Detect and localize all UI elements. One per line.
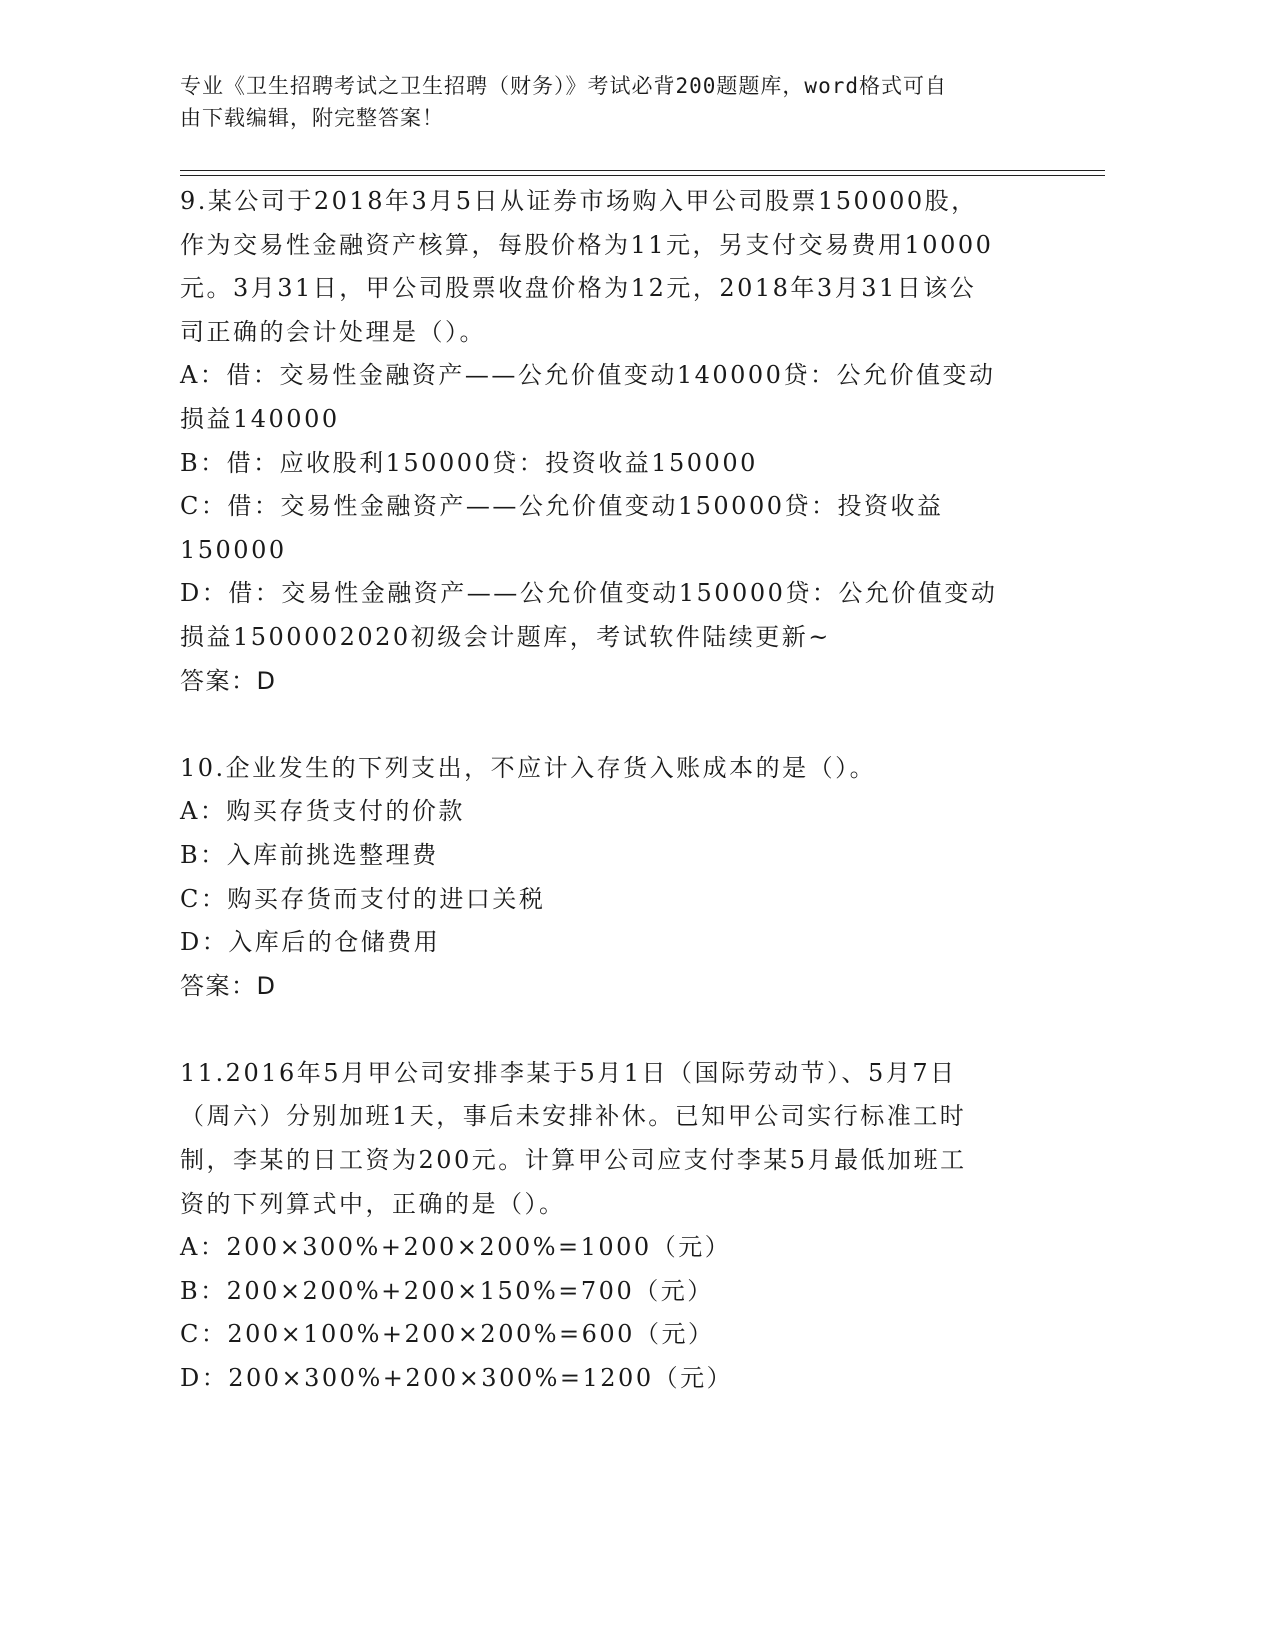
question-stem-line: 作为交易性金融资产核算，每股价格为11元，另支付交易费用10000 xyxy=(180,230,994,259)
option-b-line: B：入库前挑选整理费 xyxy=(180,840,439,869)
question-stem-line: 制，李某的日工资为200元。计算甲公司应支付李某5月最低加班工 xyxy=(180,1146,967,1175)
option-d-line: D：200×300%+200×300%=1200（元） xyxy=(180,1364,734,1393)
question-spacer xyxy=(180,703,1040,747)
question-stem-line: （周六）分别加班1天，事后未安排补休。已知甲公司实行标准工时 xyxy=(180,1102,967,1131)
option-a-line: A：借：交易性金融资产——公允价值变动140000贷：公允价值变动 xyxy=(180,361,996,390)
question-10 xyxy=(180,747,1040,1009)
question-stem-line: 11.2016年5月甲公司安排李某于5月1日（国际劳动节）、5月7日 xyxy=(180,1058,957,1087)
answer-label: 答案：D xyxy=(180,971,277,1000)
option-a-line: A：200×300%+200×200%=1000（元） xyxy=(180,1233,732,1262)
header-rule-bottom xyxy=(180,175,1105,176)
header-line-1: 专业《卫生招聘考试之卫生招聘（财务）》考试必背200题题库，word格式可自 xyxy=(180,74,947,98)
question-stem-line: 资的下列算式中，正确的是（）。 xyxy=(180,1189,566,1218)
option-c-line: 150000 xyxy=(180,535,287,564)
question-stem-line: 元。3月31日，甲公司股票收盘价格为12元，2018年3月31日该公 xyxy=(180,274,977,303)
option-a-line: A：购买存货支付的价款 xyxy=(180,797,465,826)
option-d-line: D：入库后的仓储费用 xyxy=(180,928,441,957)
answer-label: 答案：D xyxy=(180,666,277,695)
option-d-line: D：借：交易性金融资产——公允价值变动150000贷：公允价值变动 xyxy=(180,579,998,608)
option-c-line: C：借：交易性金融资产——公允价值变动150000贷：投资收益 xyxy=(180,492,944,521)
question-list xyxy=(180,180,1040,1401)
header-rule-top xyxy=(180,170,1105,171)
option-a-line: 损益140000 xyxy=(180,404,340,433)
option-b-line: B：200×200%+200×150%=700（元） xyxy=(180,1276,714,1305)
option-b-line: B：借：应收股利150000贷：投资收益150000 xyxy=(180,448,758,477)
question-stem-line: 10.企业发生的下列支出，不应计入存货入账成本的是（）。 xyxy=(180,753,877,782)
option-c-line: C：购买存货而支付的进口关税 xyxy=(180,884,546,913)
question-stem-line: 9.某公司于2018年3月5日从证券市场购入甲公司股票150000股， xyxy=(180,187,978,215)
question-spacer xyxy=(180,1008,1040,1052)
question-9 xyxy=(180,180,1040,703)
question-stem-line: 司正确的会计处理是（）。 xyxy=(180,317,486,346)
question-11 xyxy=(180,1052,1040,1401)
option-d-line: 损益1500002020初级会计题库，考试软件陆续更新~ xyxy=(180,622,831,651)
option-c-line: C：200×100%+200×200%=600（元） xyxy=(180,1320,715,1349)
document-header xyxy=(180,70,1060,134)
header-line-2: 由下载编辑，附完整答案！ xyxy=(180,106,444,130)
